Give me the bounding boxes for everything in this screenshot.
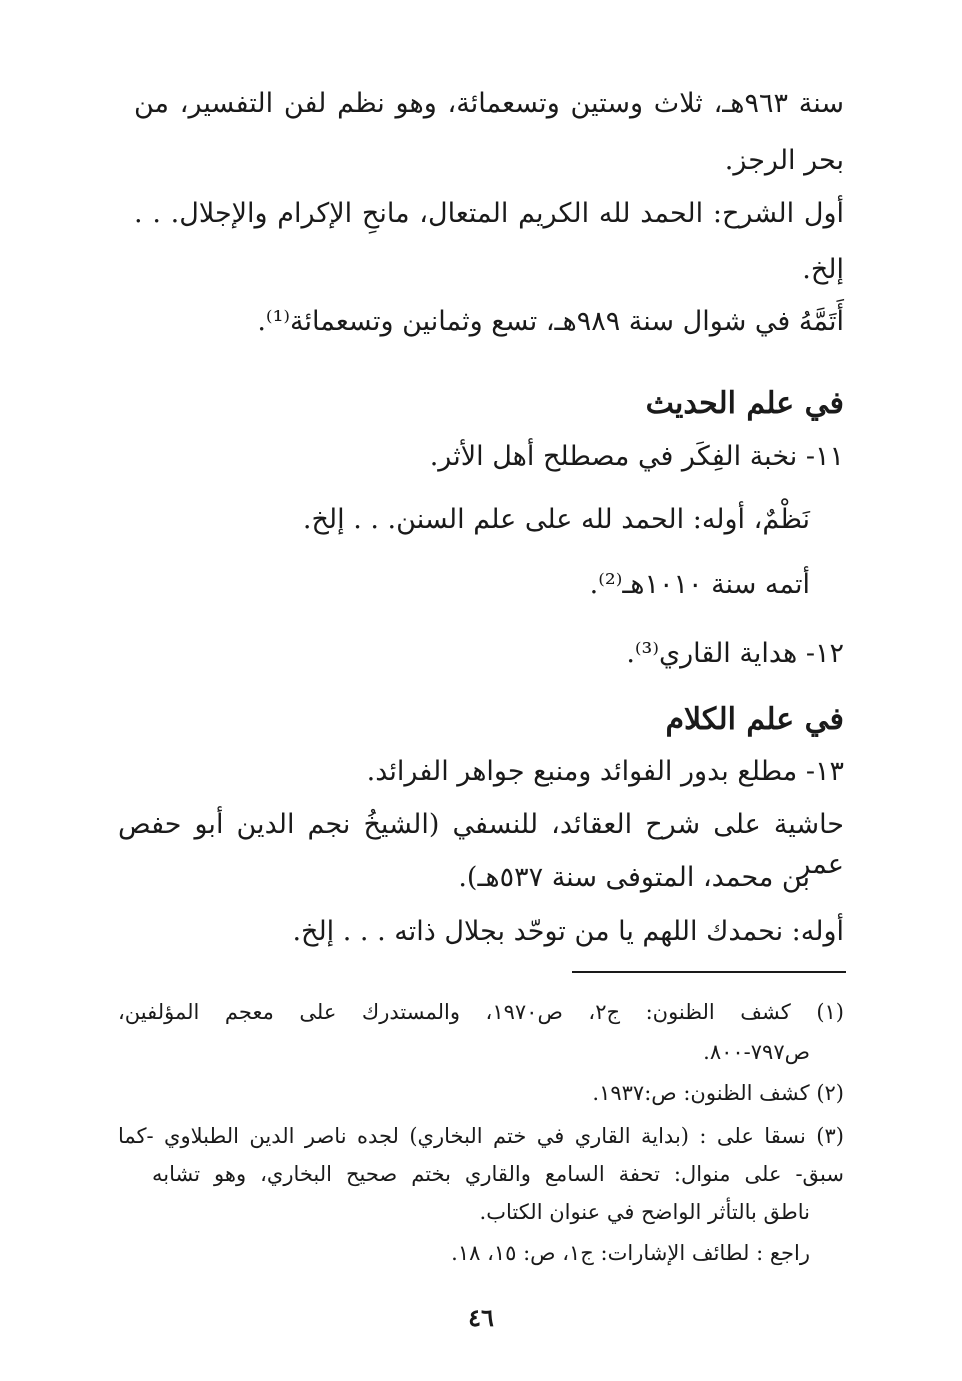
item-13-title: ١٣- مطلع بدور الفوائد ومنبع جواهر الفرائد.	[366, 756, 844, 787]
footnote-1-line-2: ص٧٩٧-٨٠٠.	[703, 1040, 810, 1064]
body-line-1: سنة ٩٦٣هـ، ثلاث وستين وتسعمائة، وهو نظم لفن التفسير، من	[134, 88, 844, 119]
item-11-completion: أتمه سنة ١٠١٠هـ⁽²⁾.	[589, 569, 810, 600]
footnote-3-line-2: سبق- على منوال: تحفة السامع والقاري بختم صحيح البخاري، وهو تشابه	[152, 1162, 844, 1186]
footnote-separator	[572, 971, 846, 973]
body-line-2: بحر الرجز.	[724, 145, 844, 176]
body-line-4: إلخ.	[802, 254, 844, 285]
item-13-description-line-2: بن محمد، المتوفى سنة ٥٣٧هـ).	[458, 862, 810, 893]
item-12-title: ١٢- هداية القاري⁽³⁾.	[626, 638, 844, 669]
item-13-description-line-1: حاشية على شرح العقائد، للنسفي (الشيخُ نجم الدين أبو حفص عمر	[118, 809, 844, 880]
footnote-1-line-1: (١) كشف الظنون: ج٢، ص١٩٧٠، والمستدرك على معجم المؤلفين،	[118, 1000, 844, 1024]
footnote-3-line-4: راجع : لطائف الإشارات: ج١، ص: ١٥، ١٨.	[451, 1241, 810, 1265]
footnote-3-line-3: ناطق بالتأثر الواضح في عنوان الكتاب.	[479, 1200, 810, 1224]
item-13-opening: أوله: نحمدك اللهم يا من توحّد بجلال ذاته . . . إلخ.	[292, 916, 844, 947]
footnote-3-line-1: (٣) نسقا على : (بداية القاري في ختم البخاري) لجده ناصر الدين الطبلاوي -كما	[118, 1124, 844, 1148]
footnote-2: (٢) كشف الظنون: ص:١٩٣٧.	[592, 1081, 844, 1105]
item-11-description: نَظْمٌ، أوله: الحمد لله على علم السنن. . . إلخ.	[302, 504, 810, 535]
section-heading-hadith: في علم الحديث	[645, 386, 844, 421]
section-heading-kalam: في علم الكلام	[665, 702, 844, 737]
item-11-title: ١١- نخبة الفِكَر في مصطلح أهل الأثر.	[429, 441, 844, 472]
body-line-3: أول الشرح: الحمد لله الكريم المتعال، مانحِ الإكرام والإجلال. . .	[134, 198, 844, 229]
body-line-5: أَتَمَّهُ في شوال سنة ٩٨٩هـ، تسع وثمانين وتسعمائة⁽¹⁾.	[257, 306, 844, 337]
page-number: ٤٦	[468, 1303, 494, 1332]
